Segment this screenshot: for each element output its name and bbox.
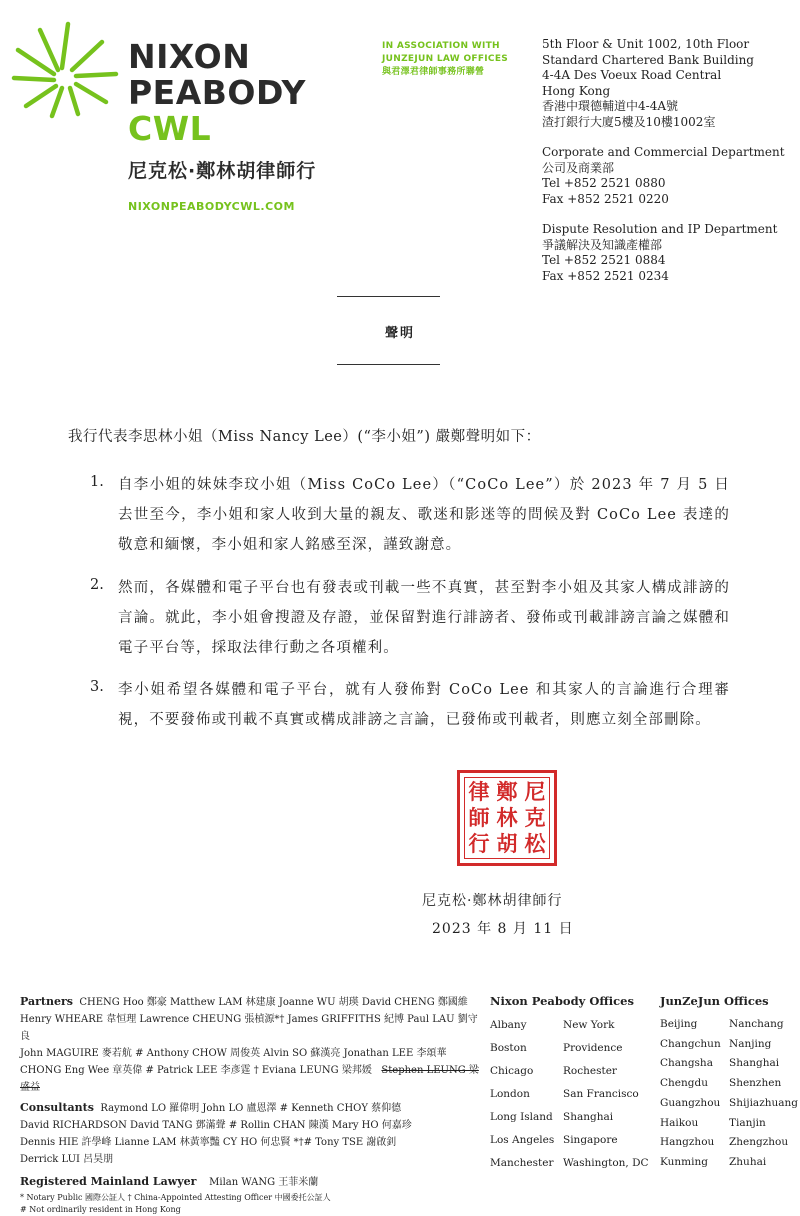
signature-firm: 尼克松·鄭林胡律師行 — [422, 893, 563, 909]
brand-chinese-name: 尼克松·鄭林胡律師行 — [128, 160, 317, 182]
partners-line: John MAGUIRE 麥若航 # Anthony CHOW 周俊英 Alvin SO 蘇漢亮 Jonathan LEE 李頌華 — [20, 1048, 447, 1059]
np-offices-heading: Nixon Peabody Offices — [490, 994, 634, 1008]
mainland-lawyer-label: Registered Mainland Lawyer — [20, 1175, 197, 1188]
title-rule-top — [337, 296, 440, 297]
brand-name-line2: PEABODY — [128, 73, 306, 112]
seal-char: 鄭 — [496, 780, 518, 804]
jzj-offices-col2 — [729, 1015, 798, 1173]
association-note — [382, 40, 508, 79]
item-number: 2. — [90, 577, 104, 593]
department-tel: Tel +852 2521 0884 — [542, 253, 666, 267]
department-fax: Fax +852 2521 0234 — [542, 268, 669, 283]
office-city: Zhuhai — [729, 1155, 767, 1168]
office-city: Shenzhen — [729, 1077, 782, 1090]
consultants-label: Consultants — [20, 1101, 94, 1114]
statement-item — [90, 470, 730, 560]
office-city: Los Angeles — [490, 1134, 555, 1146]
department-name-cn: 公司及商業部 — [542, 160, 615, 175]
seal-column — [525, 779, 546, 857]
office-city: Zhengzhou — [729, 1136, 789, 1149]
office-city: Changsha — [660, 1057, 713, 1070]
signature-date: 2023 年 8 月 11 日 — [432, 921, 574, 937]
office-city: Haikou — [660, 1116, 699, 1129]
consultants-line: Derrick LUI 呂昊朋 — [20, 1154, 114, 1165]
department-name: Corporate and Commercial Department — [542, 145, 785, 159]
item-number: 3. — [90, 679, 104, 695]
partners-label: Partners — [20, 995, 73, 1008]
office-city: Shanghai — [729, 1057, 780, 1070]
statement-intro: 我行代表李思林小姐（Miss Nancy Lee）(“李小姐”) 嚴鄭聲明如下： — [68, 429, 541, 445]
address-line: Hong Kong — [542, 83, 611, 98]
firm-logo-burst-icon — [10, 20, 120, 120]
office-city: Guangzhou — [660, 1096, 721, 1109]
partners-line: CHONG Eng Wee 章英偉 # Patrick LEE 李彥霆 † Eviana LEUNG 梁邦媛 — [20, 1065, 372, 1076]
address-line: 渣打銀行大廈5樓及10樓1002室 — [542, 114, 716, 129]
brand-name-line1: NIXON — [128, 37, 251, 76]
office-city: Hangzhou — [660, 1136, 715, 1149]
corporate-department — [542, 145, 785, 207]
office-city: San Francisco — [563, 1088, 639, 1100]
item-text: 自李小姐的妹妹李玟小姐（Miss CoCo Lee）（“CoCo Lee”）於 2023 年 7 月 5 日去世至今，李小姐和家人收到大量的親友、歌迷和影迷等的問候及對 CoCo Lee 表達的敬意和緬懷，李小姐和家人銘感至深，謹致謝意。 — [118, 477, 730, 553]
seal-char: 克 — [524, 806, 546, 830]
department-tel: Tel +852 2521 0880 — [542, 176, 666, 190]
address-line: 香港中環德輔道中4-4A號 — [542, 99, 678, 113]
office-city: Boston — [490, 1042, 527, 1054]
item-text: 李小姐希望各媒體和電子平台，就有人發佈對 CoCo Lee 和其家人的言論進行合理審視，不要發佈或刊載不真實或構成誹謗之言論，已發佈或刊載者，則應立刻全部刪除。 — [118, 682, 730, 728]
firm-seal-stamp — [457, 770, 557, 866]
np-offices-col1 — [490, 1014, 554, 1175]
seal-char: 尼 — [524, 780, 546, 804]
consultants-line: Dennis HIE 許學峰 Lianne LAM 林黃寧豔 CY HO 何忠賢 *†# Tony TSE 謝啟釗 — [20, 1137, 397, 1148]
office-city: Singapore — [563, 1134, 618, 1146]
office-city: New York — [563, 1019, 615, 1031]
dispute-department — [542, 222, 777, 284]
address-line: Standard Chartered Bank Building — [542, 52, 754, 67]
seal-column — [469, 779, 490, 857]
seal-column — [497, 779, 518, 857]
office-city: Washington, DC — [563, 1157, 649, 1169]
department-name-cn: 爭議解決及知識產權部 — [542, 237, 663, 252]
office-city: Long Island — [490, 1111, 553, 1123]
consultants-line: Raymond LO 羅偉明 John LO 盧恩澤 # Kenneth CHOY 蔡仰德 — [100, 1103, 402, 1114]
office-city: Chengdu — [660, 1077, 708, 1090]
office-city: Manchester — [490, 1157, 554, 1169]
seal-char: 林 — [496, 806, 518, 830]
association-line3: 與君澤君律師事務所聯營 — [382, 67, 485, 77]
footer-people — [20, 993, 480, 1216]
np-offices-col2 — [563, 1014, 649, 1175]
address-line: 4-4A Des Voeux Road Central — [542, 68, 722, 82]
office-city: Rochester — [563, 1065, 617, 1077]
consultants-line: David RICHARDSON David TANG 鄧滿聲 # Rollin CHAN 陳漢 Mary HO 何嘉珍 — [20, 1120, 412, 1131]
footnote-residency: # Not ordinarily resident in Hong Kong — [20, 1205, 181, 1214]
office-city: Shanghai — [563, 1111, 614, 1123]
mainland-lawyer: Milan WANG 王菲米蘭 — [209, 1177, 319, 1188]
office-city: Changchun — [660, 1037, 721, 1050]
seal-char: 胡 — [496, 832, 518, 856]
struck-partner: Stephen LEUNG 梁盛益 — [20, 1065, 479, 1093]
office-city: Beijing — [660, 1018, 698, 1030]
office-city: Nanchang — [729, 1018, 784, 1030]
partners-line: Henry WHEARE 韋恒理 Lawrence CHEUNG 張楨源*† James GRIFFITHS 紀博 Paul LAU 劉守良 — [20, 1014, 478, 1042]
office-city: Providence — [563, 1042, 623, 1054]
statement-item — [90, 573, 730, 663]
office-city: Shijiazhuang — [729, 1096, 798, 1109]
office-city: Tianjin — [729, 1116, 766, 1129]
seal-char: 律 — [468, 780, 490, 804]
title-rule-bottom — [337, 364, 440, 365]
office-city: Chicago — [490, 1065, 534, 1077]
statement-item — [90, 675, 730, 735]
department-fax: Fax +852 2521 0220 — [542, 191, 669, 206]
association-line2: JUNZEJUN LAW OFFICES — [382, 54, 509, 64]
brand-website: NIXONPEABODYCWL.COM — [128, 200, 295, 213]
brand-name-line3: CWL — [128, 109, 212, 148]
partners-line: CHENG Hoo 鄭豪 Matthew LAM 林建康 Joanne WU 胡瑛 David CHENG 鄭國維 — [79, 997, 468, 1008]
office-city: London — [490, 1088, 530, 1100]
department-name: Dispute Resolution and IP Department — [542, 222, 778, 236]
address-line: 5th Floor & Unit 1002, 10th Floor — [542, 37, 750, 51]
office-city: Albany — [490, 1019, 527, 1031]
association-line1: IN ASSOCIATION WITH — [382, 41, 500, 51]
jzj-offices-col1 — [660, 1015, 721, 1173]
item-text: 然而，各媒體和電子平台也有發表或刊載一些不真實，甚至對李小姐及其家人構成誹謗的言論。就此，李小姐會搜證及存證，並保留對進行誹謗者、發佈或刊載誹謗言論之媒體和電子平台等，採取法律行動之各項權利。 — [118, 580, 730, 656]
jzj-offices-heading: JunZeJun Offices — [660, 994, 769, 1008]
seal-char: 師 — [468, 806, 490, 830]
seal-char: 行 — [468, 832, 490, 856]
item-number: 1. — [90, 474, 104, 490]
document-title: 聲明 — [384, 326, 415, 341]
seal-char: 松 — [524, 832, 546, 856]
office-address — [542, 37, 754, 130]
office-city: Nanjing — [729, 1037, 772, 1050]
footnote-notary: * Notary Public 國際公証人 † China-Appointed Attesting Officer 中國委托公証人 — [20, 1193, 331, 1202]
office-city: Kunming — [660, 1155, 708, 1168]
